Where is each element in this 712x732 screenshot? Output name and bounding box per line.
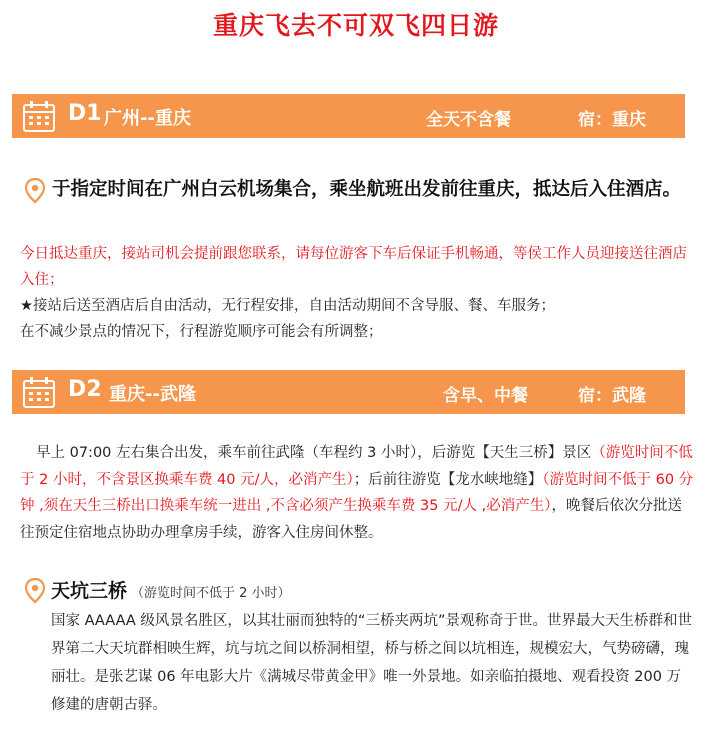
day1-header-bar [12,94,685,138]
calendar-icon [22,375,56,409]
day2-description [20,440,696,546]
location-pin-icon [24,578,46,604]
day2-desc-part-e: ，晚餐后依次分批送往预定住宿地点协助办理拿房手续，游客入住房间休整。 [20,498,682,541]
spot-title [51,576,291,603]
day2-route: 重庆--武隆 [109,384,196,405]
page-title: 重庆飞去不可双飞四日游 [212,11,499,40]
day2-desc-part-b: （游览时间不低于 2 小时，不含景区换乘车费 40 元/人，必消产生） [20,445,693,488]
day1-lead-text: 于指定时间在广州白云机场集合，乘坐航班出发前往重庆，抵达后入住酒店。 [52,179,682,200]
day2-code: D2 [68,377,102,402]
day1-note-1: ★接站后送至酒店后自由活动，无行程安排，自由活动期间不含导服、餐、车服务； [20,298,555,314]
day2-desc-part-a: 早上 07:00 左右集合出发，乘车前往武隆（车程约 3 小时），后游览【天生三桥】景区 [36,445,592,461]
day1-stay: 宿：重庆 [578,110,646,130]
day1-red-note: 今日抵达重庆，接站司机会提前跟您联系，请每位游客下车后保证手机畅通，等侯工作人员迎接送往酒店入住； [20,246,687,288]
day2-header-bar [12,370,685,414]
day2-desc-part-d: （游览时间不低于 60 分钟 ,须在天生三桥出口换乘车统一进出 ,不含必须产生换乘车费 35 元/人 ,必消产生） [20,471,694,514]
day1-note-2: 在不减少景点的情况下，行程游览顺序可能会有所调整； [20,324,383,340]
spot-name: 天坑三桥 [51,580,128,602]
spot-duration-note: （游览时间不低于 2 小时） [131,586,291,601]
day1-meals: 全天不含餐 [426,110,511,130]
day1-route: 广州--重庆 [104,108,191,129]
day1-code: D1 [68,101,102,126]
day2-stay: 宿：武隆 [578,386,646,406]
day2-desc-part-c: ；后前往游览【龙水峡地缝】 [353,471,543,488]
calendar-icon [22,99,56,133]
day2-meals: 含早、中餐 [443,386,528,406]
spot-description: 国家 AAAAA 级风景名胜区，以其壮丽而独特的“三桥夹两坑”景观称奇于世。世界最大天生桥群和世界第二大天坑群相映生辉，坑与坑之间以桥洞相望，桥与桥之间以坑相连，规模宏大，气势磅礴，瑰丽壮。是张艺谋 06 年电影大片《满城尽带黄金甲》唯一外景地。如亲临拍摄地、观看投资 200 万修建的唐朝古驿。 [51,613,692,713]
